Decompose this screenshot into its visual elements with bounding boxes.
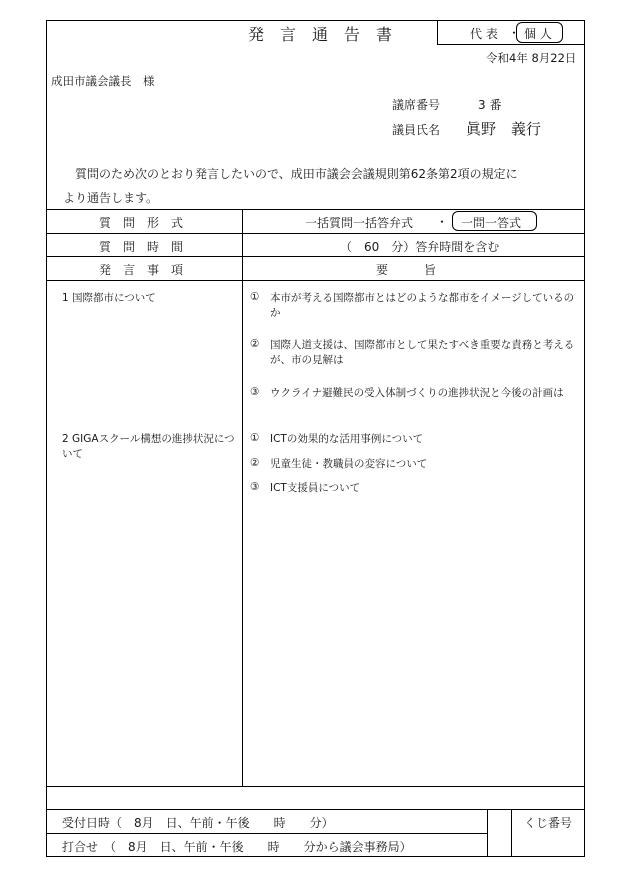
format-option-one-by-one[interactable]: 一問一答式 (461, 216, 522, 230)
point-number: ③ (250, 386, 260, 398)
type-individual-option[interactable]: 個 人 (524, 27, 552, 41)
point-number: ① (250, 291, 260, 303)
format-separator: ・ (436, 215, 449, 229)
row-divider (46, 280, 585, 281)
summary-header: 要 旨 (376, 263, 437, 277)
footer-column-divider (487, 809, 488, 857)
addressee: 成田市議会議長 様 (51, 74, 155, 88)
type-separator: ・ (508, 26, 521, 40)
row-divider (46, 233, 585, 234)
topic-title: 2 GIGAスクール構想の進捗状況について (62, 433, 235, 460)
seat-number-value: 3 番 (478, 98, 502, 112)
time-value: （ 60 分）答弁時間を含む (340, 240, 500, 254)
point-text: 国際人道支援は、国際都市として果たすべき重要な責務と考えるが、市の見解は (270, 339, 575, 366)
member-name-label: 議員氏名 (392, 123, 441, 137)
point-number: ② (250, 338, 260, 350)
point-text: 本市が考える国際都市とはどのような都市をイメージしているのか (270, 292, 575, 319)
footer-divider (46, 809, 585, 810)
intro-line-1: 質問のため次のとおり発言したいので、成田市議会会議規則第62条第2項の規定に (75, 167, 518, 181)
table-top-border (46, 209, 585, 210)
point-text: ICT支援員について (270, 482, 361, 494)
footer-column-divider (511, 809, 512, 857)
type-rep-option[interactable]: 代 表 (470, 27, 498, 41)
intro-line-2: より通告します。 (63, 191, 159, 205)
time-label: 質 問 時 間 (99, 240, 184, 254)
column-divider (242, 209, 243, 786)
point-number: ③ (250, 481, 260, 493)
reception-datetime: 受付日時（ 8月 日、午前・午後 時 分） (62, 816, 334, 830)
items-header: 発 言 事 項 (99, 263, 184, 277)
footer-divider (46, 833, 488, 834)
row-divider (46, 256, 585, 257)
point-text: 児童生徒・教職員の変容について (270, 458, 428, 470)
form-title: 発 言 通 告 書 (248, 25, 393, 44)
submission-date: 令和4年 8月22日 (486, 51, 577, 65)
meeting-datetime: 打合せ （ 8月 日、午前・午後 時 分から議会事務局） (62, 840, 412, 854)
point-text: ICTの効果的な活用事例について (270, 433, 424, 445)
topic-title: 1 国際都市について (62, 292, 156, 304)
point-number: ① (250, 432, 260, 444)
member-name-value: 眞野 義行 (466, 120, 542, 138)
format-label: 質 問 形 式 (99, 216, 184, 230)
format-option-batch[interactable]: 一括質問一括答弁式 (305, 216, 414, 230)
point-text: ウクライナ避難民の受入体制づくりの進捗状況と今後の計画は (270, 387, 564, 399)
lottery-number-label: くじ番号 (524, 816, 573, 830)
point-number: ② (250, 457, 260, 469)
table-bottom-border (46, 786, 585, 787)
seat-number-label: 議席番号 (392, 98, 441, 112)
